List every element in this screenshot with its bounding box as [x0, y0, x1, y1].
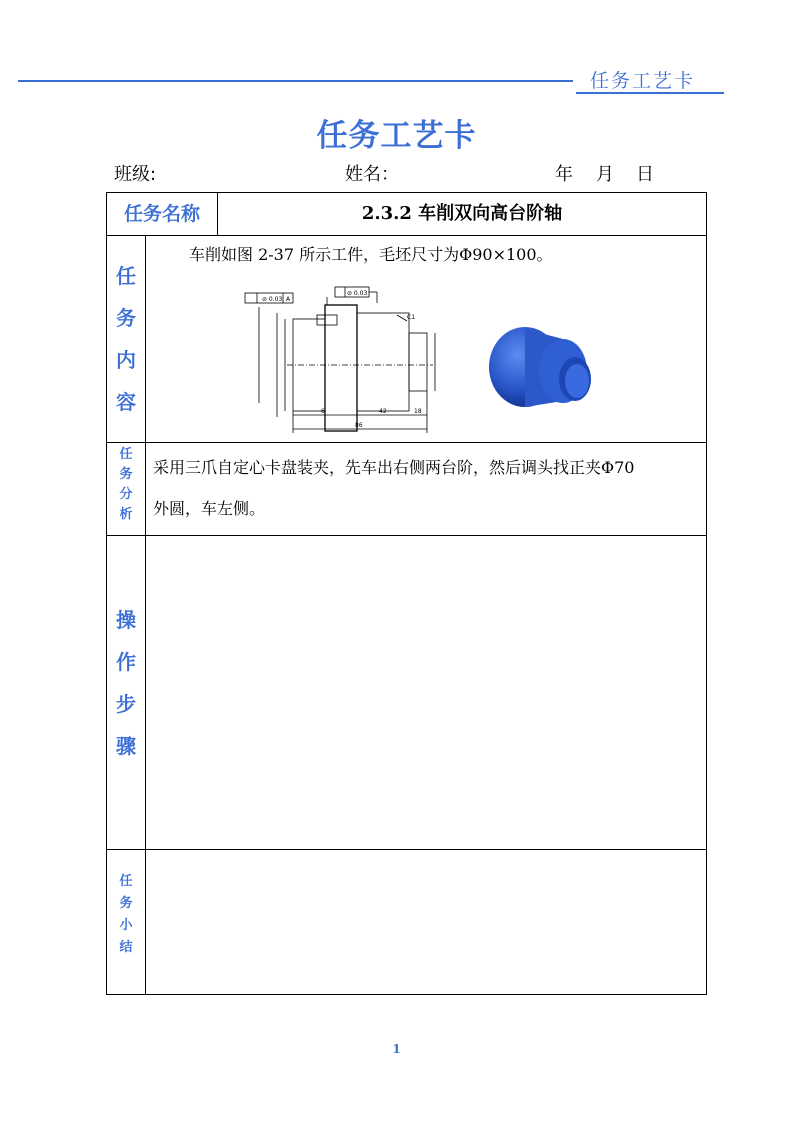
summary-label: 任 务 小 结 [119, 874, 133, 955]
task-name-value: 2.3.2 车削双向高台阶轴 [361, 203, 563, 224]
name-label: 姓名： [345, 164, 399, 185]
header-rule [18, 80, 573, 82]
analysis-line-2: 外圆，车左侧。 [153, 499, 266, 518]
part-drawing [237, 283, 457, 438]
analysis-label: 任 务 分 析 [119, 447, 133, 522]
dim-6-text: 6 [321, 408, 325, 415]
dim-42-text: 42 [379, 408, 387, 415]
page-number: 1 [392, 1042, 401, 1056]
row-divider [107, 442, 706, 443]
steps-content-area[interactable] [146, 536, 706, 848]
datum-ref-text: A [286, 296, 291, 303]
task-card-table [106, 192, 707, 995]
steps-label: 操 作 步 骤 [116, 608, 136, 758]
tolerance-2-text: ⊘ 0.03 [347, 290, 368, 297]
page-title: 任务工艺卡 [316, 118, 477, 154]
content-text: 车削如图 2-37 所示工件，毛坯尺寸为Φ90×100。 [189, 245, 553, 264]
content-label: 任 务 内 容 [116, 264, 136, 414]
tolerance-1-text: ⊘ 0.03 [262, 296, 283, 303]
summary-content-area[interactable] [146, 850, 706, 994]
dim-18-text: 18 [414, 408, 422, 415]
year-label: 年 [555, 164, 573, 185]
day-label: 日 [636, 164, 654, 185]
header-label: 任务工艺卡 [590, 70, 696, 92]
chamfer-text: C1 [407, 314, 416, 321]
dim-86-text: 86 [355, 422, 363, 429]
part-3d-image [485, 321, 600, 421]
month-label: 月 [596, 164, 614, 185]
analysis-line-1: 采用三爪自定心卡盘装夹，先车出右侧两台阶，然后调头找正夹Φ70 [153, 458, 635, 477]
task-name-label: 任务名称 [123, 203, 200, 225]
class-label: 班级: [114, 164, 157, 185]
